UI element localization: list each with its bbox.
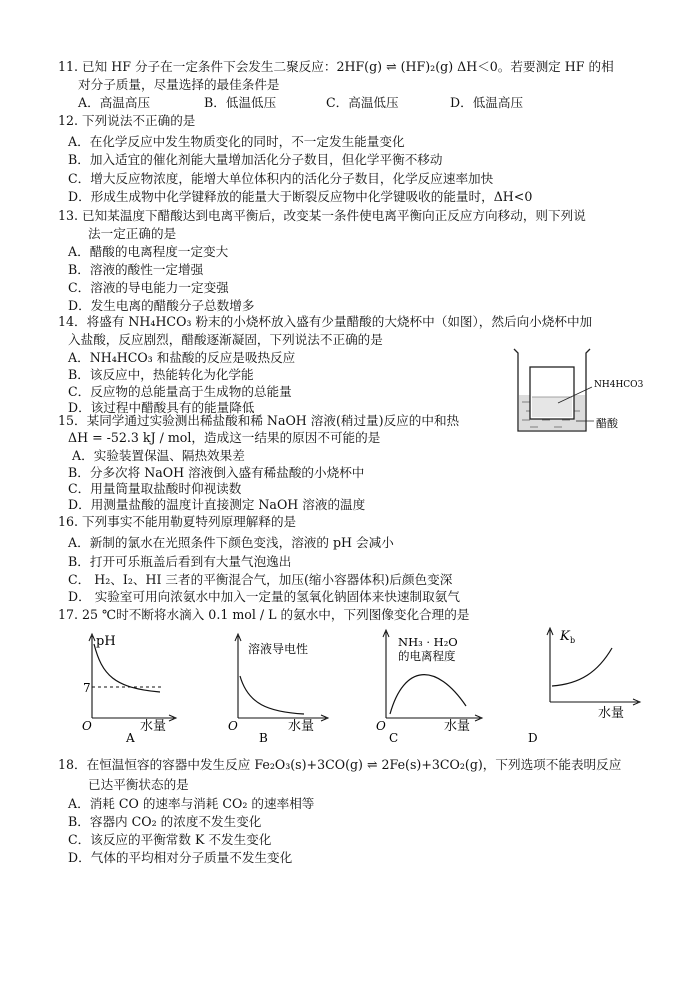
q18-option-b: B．容器内 CO₂ 的浓度不发生变化 bbox=[68, 814, 262, 829]
q17-stem: 17. 25 ℃时不断将水滴入 0.1 mol / L 的氨水中，下列图像变化合理的是 bbox=[58, 607, 470, 622]
q18-stem-line2: 已达平衡状态的是 bbox=[88, 777, 189, 792]
q16-option-c: C． H₂、I₂、HI 三者的平衡混合气，加压(缩小容器体积)后颜色变深 bbox=[68, 572, 453, 587]
q12-option-d: D．形成生成物中化学键释放的能量大于断裂反应物中化学键吸收的能量时，ΔH<0 bbox=[68, 189, 533, 204]
graph-b-ylabel: 溶液导电性 bbox=[248, 642, 309, 656]
graph-b-letter: B bbox=[259, 731, 268, 745]
q13-option-c: C．溶液的导电能力一定变强 bbox=[68, 280, 229, 295]
graph-d-letter: D bbox=[528, 731, 538, 745]
graph-d-curve bbox=[552, 648, 612, 686]
q15-stem-line1: 15．某同学通过实验测出稀盐酸和稀 NaOH 溶液(稍过量)反应的中和热 bbox=[58, 413, 460, 428]
graph-a-curve bbox=[94, 644, 160, 692]
graph-d-ylabel: K bbox=[560, 629, 570, 644]
graph-d-ylabel-sub: b bbox=[570, 636, 576, 645]
q18-option-c: C．该反应的平衡常数 K 不发生变化 bbox=[68, 832, 272, 847]
graph-b-xlabel: 水量 bbox=[288, 719, 315, 734]
graph-b-origin: O bbox=[228, 719, 238, 733]
q18-stem-line1: 18．在恒温恒容的容器中发生反应 Fe₂O₃(s)+3CO(g) ⇌ 2Fe(s)+3CO₂(g)，下列选项不能表明反应 bbox=[58, 757, 622, 772]
q16-stem: 16. 下列事实不能用勒夏特列原理解释的是 bbox=[58, 514, 297, 529]
nh4hco3-powder bbox=[532, 397, 572, 417]
figure-label-acetic-acid: 醋酸 bbox=[596, 417, 618, 430]
q13-option-d: D．发生电离的醋酸分子总数增多 bbox=[68, 298, 255, 313]
q11-option-c: C．高温低压 bbox=[326, 95, 399, 110]
q16-option-d: D． 实验室可用向浓氨水中加入一定量的氢氧化钠固体来快速制取氨气 bbox=[68, 589, 460, 604]
q16-option-b: B．打开可乐瓶盖后看到有大量气泡逸出 bbox=[68, 554, 292, 569]
graph-c-letter: C bbox=[389, 731, 399, 745]
q12-option-a: A．在化学反应中发生物质变化的同时，不一定发生能量变化 bbox=[68, 134, 405, 149]
graph-b bbox=[228, 630, 343, 745]
q12-option-b: B．加入适宜的催化剂能大量增加活化分子数目，但化学平衡不移动 bbox=[68, 152, 443, 167]
graph-c bbox=[376, 630, 501, 745]
graph-a-ylabel: pH bbox=[96, 634, 116, 649]
q11-options bbox=[78, 94, 523, 112]
graph-b-curve bbox=[240, 676, 304, 714]
q18-option-a: A．消耗 CO 的速率与消耗 CO₂ 的速率相等 bbox=[68, 796, 315, 811]
graph-c-origin: O bbox=[376, 719, 386, 733]
q13-stem-line1: 13. 已知某温度下醋酸达到电离平衡后，改变某一条件使电离平衡向正反应方向移动，则下列说 bbox=[58, 208, 586, 223]
graph-c-curve bbox=[390, 675, 466, 714]
q11-option-d: D．低温高压 bbox=[450, 95, 524, 110]
q15-option-a: A．实验装置保温、隔热效果差 bbox=[72, 448, 245, 463]
q13-option-b: B．溶液的酸性一定增强 bbox=[68, 262, 204, 277]
graph-d-xlabel: 水量 bbox=[598, 706, 625, 721]
q14-option-b: B．该反应中，热能转化为化学能 bbox=[68, 367, 254, 382]
graph-a-xlabel: 水量 bbox=[140, 719, 167, 734]
figure-label-nh4hco3: NH4HCO3 bbox=[594, 380, 644, 390]
graph-a bbox=[82, 630, 192, 745]
graph-d bbox=[528, 622, 655, 745]
q14-stem-line2: 入盐酸，反应剧烈，醋酸逐渐凝固，下列说法不正确的是 bbox=[68, 332, 383, 347]
q15-option-c: C．用量筒量取盐酸时仰视读数 bbox=[68, 481, 242, 496]
q15-option-d: D．用测量盐酸的温度计直接测定 NaOH 溶液的温度 bbox=[68, 497, 366, 512]
q11-stem-line2: 对分子质量，尽量选择的最佳条件是 bbox=[78, 77, 280, 92]
q13-stem-line2: 法一定正确的是 bbox=[88, 226, 177, 241]
q11-option-b: B．低温低压 bbox=[204, 95, 277, 110]
q14-option-c: C．反应物的总能量高于生成物的总能量 bbox=[68, 384, 292, 399]
graph-c-ylabel-line1: NH₃ · H₂O bbox=[398, 635, 458, 649]
q11-stem-line1: 11. 已知 HF 分子在一定条件下会发生二聚反应：2HF(g) ⇌ (HF)₂(g) ΔH＜0。若要测定 HF 的相 bbox=[58, 59, 614, 74]
graph-a-letter: A bbox=[126, 731, 135, 745]
q13-option-a: A．醋酸的电离程度一定变大 bbox=[68, 244, 229, 259]
graph-c-xlabel: 水量 bbox=[444, 719, 471, 734]
q14-option-d: D．该过程中醋酸具有的能量降低 bbox=[68, 400, 255, 415]
q12-option-c: C．增大反应物浓度，能增大单位体积内的活化分子数目，化学反应速率加快 bbox=[68, 171, 494, 186]
beaker-figure bbox=[510, 347, 660, 442]
q12-stem: 12. 下列说法不正确的是 bbox=[58, 113, 196, 128]
q14-option-a: A．NH₄HCO₃ 和盐酸的反应是吸热反应 bbox=[68, 350, 296, 365]
graph-a-mark-7: 7 bbox=[83, 681, 91, 695]
q11-option-a: A．高温高压 bbox=[78, 95, 151, 110]
q15-stem-line2: ΔH = -52.3 kJ / mol，造成这一结果的原因不可能的是 bbox=[68, 430, 381, 445]
graph-c-ylabel-line2: 的电离程度 bbox=[398, 649, 456, 663]
q14-stem-line1: 14．将盛有 NH₄HCO₃ 粉末的小烧杯放入盛有少量醋酸的大烧杯中（如图），然后向小烧杯中加 bbox=[58, 314, 593, 329]
q16-option-a: A．新制的氯水在光照条件下颜色变浅，溶液的 pH 会减小 bbox=[68, 535, 394, 550]
q15-option-b: B．分多次将 NaOH 溶液倒入盛有稀盐酸的小烧杯中 bbox=[68, 465, 365, 480]
q18-option-d: D．气体的平均相对分子质量不发生变化 bbox=[68, 850, 293, 865]
graph-a-origin: O bbox=[82, 719, 92, 733]
